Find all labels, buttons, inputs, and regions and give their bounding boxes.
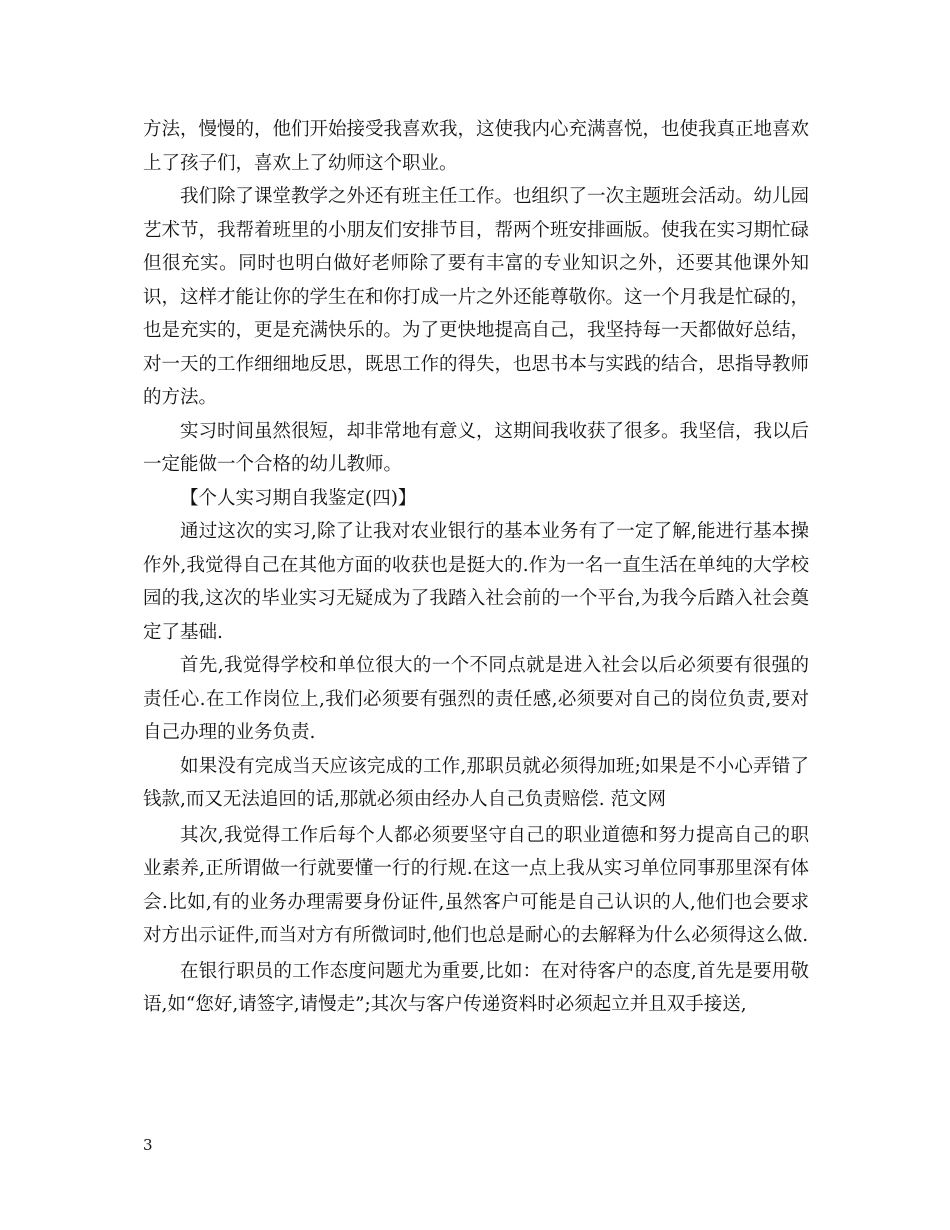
paragraph-continued: 方法，慢慢的，他们开始接受我喜欢我，这使我内心充满喜悦，也使我真正地喜欢上了孩子们，喜欢上了幼师这个职业。	[143, 119, 810, 174]
paragraph-responsibility: 首先,我觉得学校和单位很大的一个不同点就是进入社会以后必须要有很强的责任心.在工作岗位上,我们必须要有强烈的责任感,必须要对自己的岗位负责,要对自己办理的业务负责.	[143, 655, 809, 743]
paragraph-internship-meaning: 实习时间虽然很短，却非常地有意义，这期间我收获了很多。我坚信，我以后一定能做一个合格的幼儿教师。	[143, 420, 810, 475]
paragraph-overtime: 如果没有完成当天应该完成的工作,那职员就必须得加班;如果是不小心弄错了钱款,而又无法追回的话,那就必须由经办人自己负责赔偿. 范文网	[143, 755, 809, 810]
paragraph-professional-ethics: 其次,我觉得工作后每个人都必须要坚守自己的职业道德和努力提高自己的职业素养,正所谓做一行就要懂一行的行规.在这一点上我从实习单位同事那里深有体会.比如,有的业务办理需要身份证件,虽然客户可能是自己认识的人,他们也会要求对方出示证件,而当对方有所微词时,他们也总是耐心的去解释为什么必须得这么做.	[143, 824, 809, 946]
paragraph-bank-internship: 通过这次的实习,除了让我对农业银行的基本业务有了一定了解,能进行基本操作外,我觉得自己在其他方面的收获也是挺大的.作为一名一直生活在单纯的大学校园的我,这次的毕业实习无疑成为了我踏入社会前的一个平台,为我今后踏入社会奠定了基础.	[143, 521, 809, 643]
paragraph-class-activities: 我们除了课堂教学之外还有班主任工作。也组织了一次主题班会活动。幼儿园艺术节，我帮着班里的小朋友们安排节目，帮两个班安排画版。使我在实习期忙碌但很充实。同时也明白做好老师除了要有丰富的专业知识之外，还要其他课外知识，这样才能让你的学生在和你打成一片之外还能尊敬你。这一个月我是忙碌的，也是充实的，更是充满快乐的。为了更快地提高自己，我坚持每一天都做好总结，对一天的工作细细地反思，既思工作的得失，也思书本与实践的结合，思指导教师的方法。	[143, 186, 810, 408]
document-body	[143, 113, 809, 1022]
page-number: 3	[143, 1136, 153, 1154]
paragraph-work-attitude: 在银行职员的工作态度问题尤为重要,比如：在对待客户的态度,首先是要用敬语,如“您好,请签字,请慢走”;其次与客户传递资料时必须起立并且双手接送,	[143, 960, 809, 1015]
section-heading: 【个人实习期自我鉴定(四)】	[180, 487, 417, 509]
